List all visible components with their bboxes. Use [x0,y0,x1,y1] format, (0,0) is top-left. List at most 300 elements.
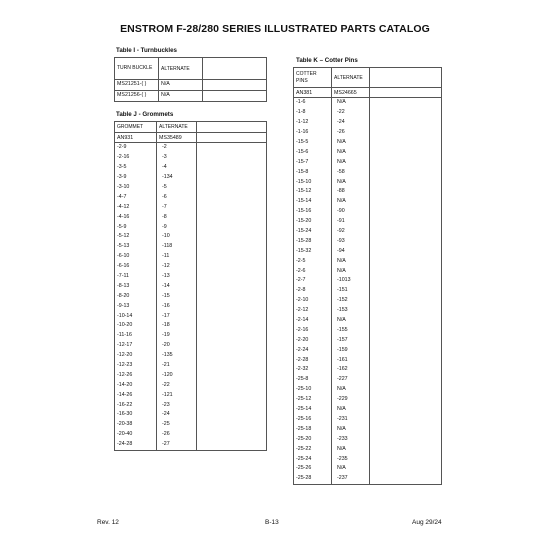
table-row [115,420,267,430]
base-alternate: MS35489 [157,133,197,143]
empty-cell [197,232,267,242]
alternate-cell: -161 [332,355,370,365]
empty-cell [197,183,267,193]
alternate-cell: N/A [332,197,370,207]
part-number-cell: -2-14 [294,316,332,326]
column-header: GROMMET [115,122,157,133]
table-row [115,202,267,212]
column-header: ALTERNATE [159,58,203,80]
table-row [294,395,442,405]
part-number-cell: -25-16 [294,415,332,425]
empty-cell [197,281,267,291]
empty-cell [197,311,267,321]
empty-cell [197,430,267,440]
alternate-cell: -20 [157,341,197,351]
part-number-cell: -4-12 [115,202,157,212]
alternate-cell: -151 [332,286,370,296]
empty-cell [370,355,442,365]
table-row [115,321,267,331]
empty-cell [197,133,267,143]
part-number-cell: -15-16 [294,207,332,217]
empty-cell [197,321,267,331]
empty-cell [370,415,442,425]
base-part-number: AN931 [115,133,157,143]
empty-cell [197,252,267,262]
alternate-cell: -26 [332,128,370,138]
table-row [294,207,442,217]
table-row [115,341,267,351]
alternate-cell: -91 [332,217,370,227]
empty-cell [197,262,267,272]
alternate-cell: -16 [157,301,197,311]
part-number-cell: -20-38 [115,420,157,430]
empty-cell [370,118,442,128]
table-row [294,355,442,365]
alternate-cell: N/A [332,464,370,474]
table-row [115,163,267,173]
alternate-cell: -58 [332,167,370,177]
alternate-cell: -121 [157,390,197,400]
part-number-cell: -12-17 [115,341,157,351]
part-number-cell: -2-16 [115,153,157,163]
table-row [115,440,267,450]
part-number-cell: -6-16 [115,262,157,272]
part-number-cell: -25-26 [294,464,332,474]
empty-cell [370,444,442,454]
empty-cell [370,177,442,187]
table-row [294,474,442,484]
empty-cell [197,163,267,173]
table-row [294,256,442,266]
part-number-cell: -15-24 [294,227,332,237]
empty-cell [370,286,442,296]
part-number-cell: -15-7 [294,157,332,167]
empty-cell [370,128,442,138]
empty-cell [197,331,267,341]
alternate-cell: -2 [157,143,197,153]
part-number-cell: -2-12 [294,306,332,316]
empty-cell [370,167,442,177]
alternate-cell: -18 [157,321,197,331]
empty-cell [197,173,267,183]
table-row [115,222,267,232]
alternate-cell: -15 [157,291,197,301]
part-number-cell: -10-14 [115,311,157,321]
empty-cell [370,207,442,217]
alternate-cell: -4 [157,163,197,173]
table-row [294,266,442,276]
alternate-cell: N/A [332,147,370,157]
empty-cell [370,296,442,306]
table-row [115,173,267,183]
empty-cell [370,197,442,207]
part-number-cell: -25-18 [294,424,332,434]
empty-cell [370,98,442,108]
part-number-cell: -7-11 [115,272,157,282]
table-row [115,242,267,252]
empty-cell [370,385,442,395]
table-row [294,335,442,345]
column-header: ALTERNATE [157,122,197,133]
empty-cell [370,157,442,167]
empty-cell [370,454,442,464]
table-row [115,361,267,371]
alternate-cell: N/A [159,90,203,101]
table-row [115,370,267,380]
empty-cell [370,424,442,434]
table-row [294,365,442,375]
alternate-cell: -94 [332,246,370,256]
alternate-cell: N/A [332,405,370,415]
empty-cell [197,361,267,371]
table-row [294,316,442,326]
empty-cell [370,138,442,148]
alternate-cell: -11 [157,252,197,262]
part-number-cell: -3-5 [115,163,157,173]
part-number-cell: -25-14 [294,405,332,415]
empty-cell [370,147,442,157]
empty-cell [370,88,442,98]
alternate-cell: -24 [332,118,370,128]
alternate-cell: -92 [332,227,370,237]
empty-cell [197,390,267,400]
table-row [294,415,442,425]
table-row [115,291,267,301]
part-number-cell: -3-9 [115,173,157,183]
part-number-cell: -5-9 [115,222,157,232]
table-row [115,331,267,341]
part-number-cell: -15-10 [294,177,332,187]
table-row [294,296,442,306]
alternate-cell: N/A [332,157,370,167]
alternate-cell: N/A [332,266,370,276]
part-number-cell: -25-20 [294,434,332,444]
alternate-cell: -21 [157,361,197,371]
alternate-cell: -135 [157,351,197,361]
part-number-cell: -9-13 [115,301,157,311]
part-number-cell: -2-6 [294,266,332,276]
part-number-cell: -15-5 [294,138,332,148]
alternate-cell: -22 [157,380,197,390]
table-row [294,405,442,415]
grommets-table [114,121,267,451]
part-number-cell: -3-10 [115,183,157,193]
page-title: ENSTROM F-28/280 SERIES ILLUSTRATED PARTS CATALOG [120,23,430,35]
table-row [115,153,267,163]
footer-page-number: B-13 [265,519,279,526]
alternate-cell: -14 [157,281,197,291]
empty-cell [370,345,442,355]
part-number-cell: -15-14 [294,197,332,207]
table-i-caption: Table I - Turnbuckles [116,47,177,54]
table-row [115,311,267,321]
table-row [294,157,442,167]
table-row [294,236,442,246]
part-number-cell: -2-8 [294,286,332,296]
table-row [294,464,442,474]
part-number-cell: MS21251-( ) [115,80,159,91]
part-number-cell: -5-12 [115,232,157,242]
part-number-cell: -6-10 [115,252,157,262]
empty-cell [370,266,442,276]
empty-cell [370,276,442,286]
part-number-cell: -2-10 [294,296,332,306]
part-number-cell: -15-20 [294,217,332,227]
part-number-cell: -14-20 [115,380,157,390]
alternate-cell: N/A [332,316,370,326]
alternate-cell: N/A [159,80,203,91]
empty-cell [197,202,267,212]
table-row [115,430,267,440]
base-part-number: AN381 [294,88,332,98]
part-number-cell: -2-28 [294,355,332,365]
alternate-cell: N/A [332,98,370,108]
part-number-cell: -25-8 [294,375,332,385]
alternate-cell: -22 [332,108,370,118]
table-row [115,252,267,262]
alternate-cell: -13 [157,272,197,282]
empty-cell [203,90,267,101]
column-header: TURN BUCKLE [115,58,159,80]
table-row [294,434,442,444]
cotter-pins-table [293,67,442,485]
alternate-cell: -3 [157,153,197,163]
empty-cell [370,236,442,246]
empty-cell [203,80,267,91]
table-row [115,80,267,91]
part-number-cell: -2-20 [294,335,332,345]
empty-cell [197,222,267,232]
part-number-cell: -25-12 [294,395,332,405]
table-row [294,286,442,296]
table-row [294,227,442,237]
empty-cell [197,410,267,420]
table-row [294,276,442,286]
part-number-cell: -8-20 [115,291,157,301]
empty-cell [197,301,267,311]
part-number-cell: -12-23 [115,361,157,371]
table-row [294,325,442,335]
table-row [294,177,442,187]
empty-cell [197,351,267,361]
alternate-cell: N/A [332,256,370,266]
table-row [115,192,267,202]
empty-cell [197,380,267,390]
part-number-cell: -14-26 [115,390,157,400]
part-number-cell: -12-26 [115,370,157,380]
table-row [294,108,442,118]
part-number-cell: -5-13 [115,242,157,252]
part-number-cell: MS21256-( ) [115,90,159,101]
alternate-cell: -153 [332,306,370,316]
alternate-cell: -157 [332,335,370,345]
empty-cell [370,365,442,375]
empty-cell [197,291,267,301]
base-alternate: MS24665 [332,88,370,98]
alternate-cell: N/A [332,385,370,395]
table-row [294,138,442,148]
alternate-cell: -118 [157,242,197,252]
table-row [294,246,442,256]
part-number-cell: -2-7 [294,276,332,286]
part-number-cell: -2-24 [294,345,332,355]
empty-cell [197,143,267,153]
table-row [294,118,442,128]
alternate-cell: -26 [157,430,197,440]
part-number-cell: -16-30 [115,410,157,420]
empty-cell [197,242,267,252]
empty-cell [370,246,442,256]
table-row [294,98,442,108]
empty-cell [197,153,267,163]
part-number-cell: -1-16 [294,128,332,138]
empty-cell [370,108,442,118]
alternate-cell: -88 [332,187,370,197]
part-number-cell: -12-20 [115,351,157,361]
empty-cell [197,341,267,351]
alternate-cell: -162 [332,365,370,375]
part-number-cell: -2-32 [294,365,332,375]
alternate-cell: -27 [157,440,197,450]
part-number-cell: -25-22 [294,444,332,454]
table-row [115,410,267,420]
alternate-cell: -19 [157,331,197,341]
column-header: COTTER PINS [294,68,332,88]
part-number-cell: -20-40 [115,430,157,440]
alternate-cell: -237 [332,474,370,484]
table-row [115,212,267,222]
table-row [294,217,442,227]
empty-cell [370,375,442,385]
empty-cell [197,400,267,410]
table-row [115,262,267,272]
table-row [294,424,442,434]
alternate-cell: -9 [157,222,197,232]
table-row [115,232,267,242]
table-row [294,385,442,395]
empty-cell [197,272,267,282]
empty-cell [197,420,267,430]
part-number-cell: -25-24 [294,454,332,464]
alternate-cell: -227 [332,375,370,385]
table-row [115,390,267,400]
alternate-cell: -159 [332,345,370,355]
column-header [203,58,267,80]
table-row [115,351,267,361]
part-number-cell: -10-20 [115,321,157,331]
part-number-cell: -4-7 [115,192,157,202]
alternate-cell: -12 [157,262,197,272]
part-number-cell: -15-32 [294,246,332,256]
alternate-cell: -7 [157,202,197,212]
table-row [294,167,442,177]
alternate-cell: -1013 [332,276,370,286]
table-row [115,143,267,153]
table-row [294,345,442,355]
part-number-cell: -15-12 [294,187,332,197]
empty-cell [370,256,442,266]
alternate-cell: -25 [157,420,197,430]
empty-cell [197,370,267,380]
column-header: ALTERNATE [332,68,370,88]
table-row [294,454,442,464]
empty-cell [197,440,267,450]
empty-cell [370,395,442,405]
table-row [115,272,267,282]
alternate-cell: N/A [332,138,370,148]
table-row [115,281,267,291]
alternate-cell: -155 [332,325,370,335]
turnbuckles-table [114,57,267,102]
alternate-cell: -6 [157,192,197,202]
part-number-cell: -15-28 [294,236,332,246]
table-row [115,400,267,410]
empty-cell [370,405,442,415]
table-row [115,380,267,390]
part-number-cell: -2-9 [115,143,157,153]
empty-cell [370,217,442,227]
alternate-cell: -235 [332,454,370,464]
table-row [115,90,267,101]
alternate-cell: N/A [332,177,370,187]
part-number-cell: -25-10 [294,385,332,395]
empty-cell [370,187,442,197]
alternate-cell: -90 [332,207,370,217]
empty-cell [370,325,442,335]
part-number-cell: -16-22 [115,400,157,410]
alternate-cell: -8 [157,212,197,222]
alternate-cell: -5 [157,183,197,193]
part-number-cell: -2-5 [294,256,332,266]
empty-cell [197,212,267,222]
part-number-cell: -25-28 [294,474,332,484]
empty-cell [370,464,442,474]
table-k-caption: Table K – Cotter Pins [296,57,358,64]
empty-cell [197,192,267,202]
part-number-cell: -1-12 [294,118,332,128]
empty-cell [370,434,442,444]
part-number-cell: -11-16 [115,331,157,341]
footer-revision: Rev. 12 [97,519,119,526]
part-number-cell: -8-13 [115,281,157,291]
table-row [294,187,442,197]
alternate-cell: -120 [157,370,197,380]
column-header [197,122,267,133]
part-number-cell: -15-8 [294,167,332,177]
part-number-cell: -1-6 [294,98,332,108]
alternate-cell: -229 [332,395,370,405]
alternate-cell: -152 [332,296,370,306]
empty-cell [370,306,442,316]
empty-cell [370,474,442,484]
table-row [294,197,442,207]
table-row [294,147,442,157]
alternate-cell: -10 [157,232,197,242]
alternate-cell: -17 [157,311,197,321]
footer-date: Aug 29/24 [412,519,442,526]
alternate-cell: -23 [157,400,197,410]
alternate-cell: N/A [332,424,370,434]
table-row [294,375,442,385]
empty-cell [370,227,442,237]
part-number-cell: -15-6 [294,147,332,157]
part-number-cell: -4-16 [115,212,157,222]
part-number-cell: -1-8 [294,108,332,118]
alternate-cell: -24 [157,410,197,420]
part-number-cell: -24-28 [115,440,157,450]
empty-cell [370,335,442,345]
alternate-cell: -231 [332,415,370,425]
